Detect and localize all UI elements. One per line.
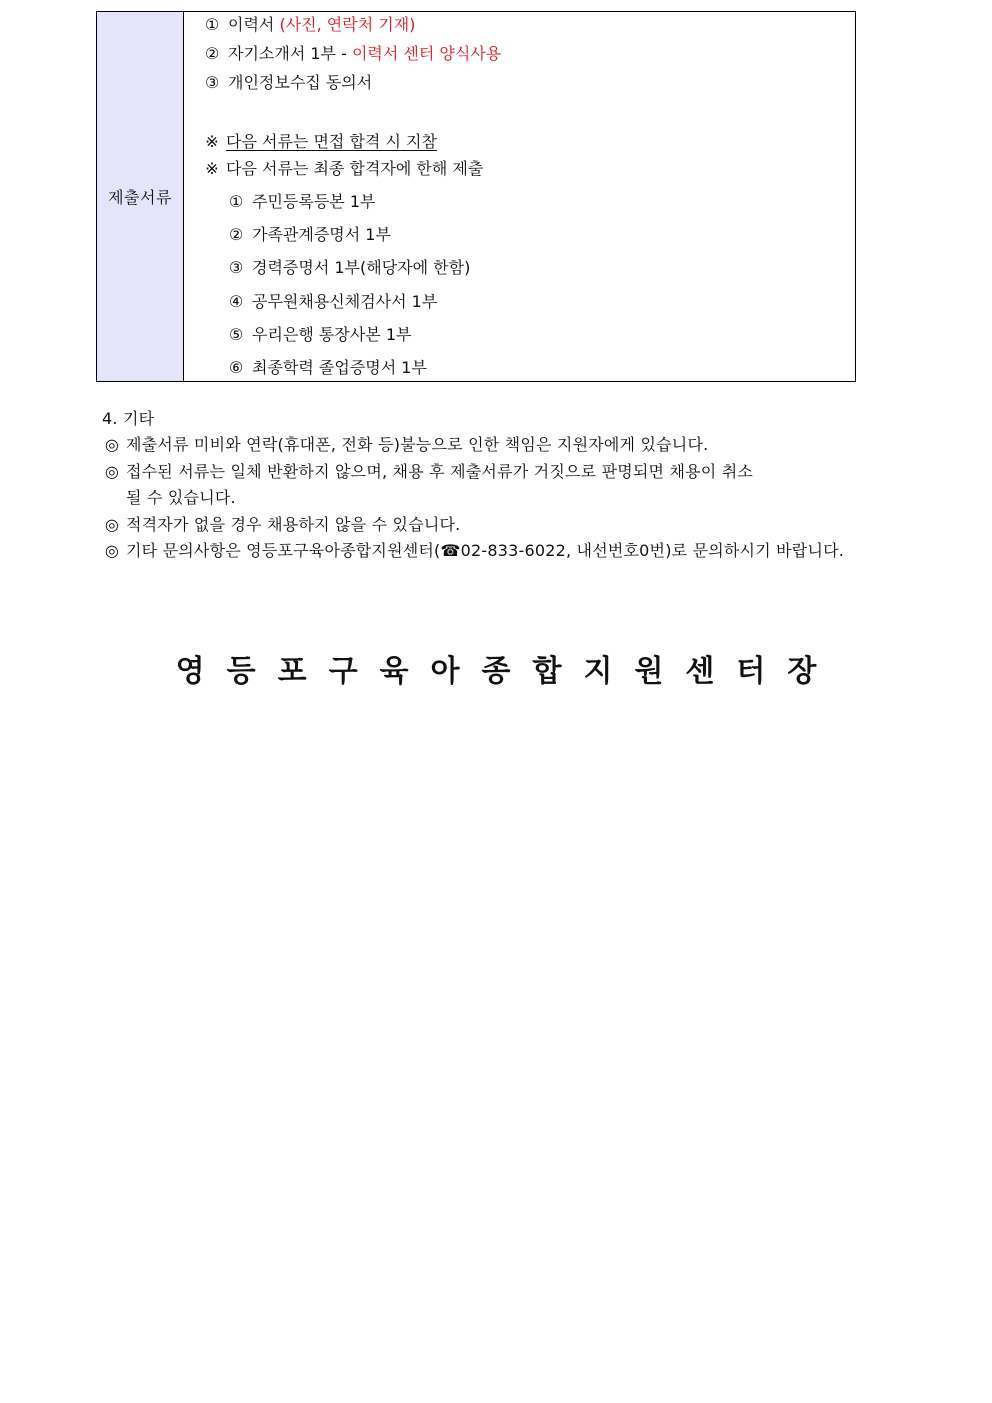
section-heading: 4. 기타: [102, 409, 155, 428]
list-item: ① 이력서 (사진, 연락처 기재): [204, 15, 416, 34]
sub-list-item: ② 가족관계증명서 1부: [228, 225, 391, 244]
sub-list-item: ⑤ 우리은행 통장사본 1부: [228, 325, 412, 344]
note-line: ※ 다음 서류는 면접 합격 시 지참: [205, 132, 437, 151]
section-item: ◎ 적격자가 없을 경우 채용하지 않을 수 있습니다.: [102, 515, 460, 535]
sub-list-item: ③ 경력증명서 1부(해당자에 한함): [228, 258, 471, 277]
red-note: 이력서 센터 양식사용: [351, 44, 502, 63]
sub-list-item: ⑥ 최종학력 졸업증명서 1부: [228, 358, 427, 377]
table-content-cell: [184, 12, 855, 381]
table-label-cell: [97, 12, 184, 381]
section-item-continuation: 될 수 있습니다.: [126, 488, 236, 507]
sub-list-item: ① 주민등록등본 1부: [228, 192, 376, 211]
bullet-icon: ◎: [104, 515, 120, 534]
red-note: (사진, 연락처 기재): [279, 15, 416, 34]
bullet-icon: ◎: [104, 462, 120, 481]
list-item: ② 자기소개서 1부 - 이력서 센터 양식사용: [204, 44, 502, 63]
section-item: ◎ 접수된 서류는 일체 반환하지 않으며, 채용 후 제출서류가 거짓으로 판명되면 채용이 취소: [102, 462, 753, 482]
signature: 영등포구육아종합지원센터장: [175, 654, 839, 689]
table-label: 제출서류: [108, 188, 172, 207]
sub-list-item: ④ 공무원채용신체검사서 1부: [228, 292, 438, 311]
list-item: ③ 개인정보수집 동의서: [204, 73, 373, 92]
section-item: ◎ 기타 문의사항은 영등포구육아종합지원센터(☎02-833-6022, 내선번호0번)로 문의하시기 바랍니다.: [102, 541, 844, 561]
documents-table: [96, 11, 856, 382]
bullet-icon: ◎: [104, 541, 120, 560]
section-item: ◎ 제출서류 미비와 연락(휴대폰, 전화 등)불능으로 인한 책임은 지원자에게 있습니다.: [102, 435, 708, 455]
note-line: ※ 다음 서류는 최종 합격자에 한해 제출: [205, 159, 484, 178]
bullet-icon: ◎: [104, 435, 120, 454]
